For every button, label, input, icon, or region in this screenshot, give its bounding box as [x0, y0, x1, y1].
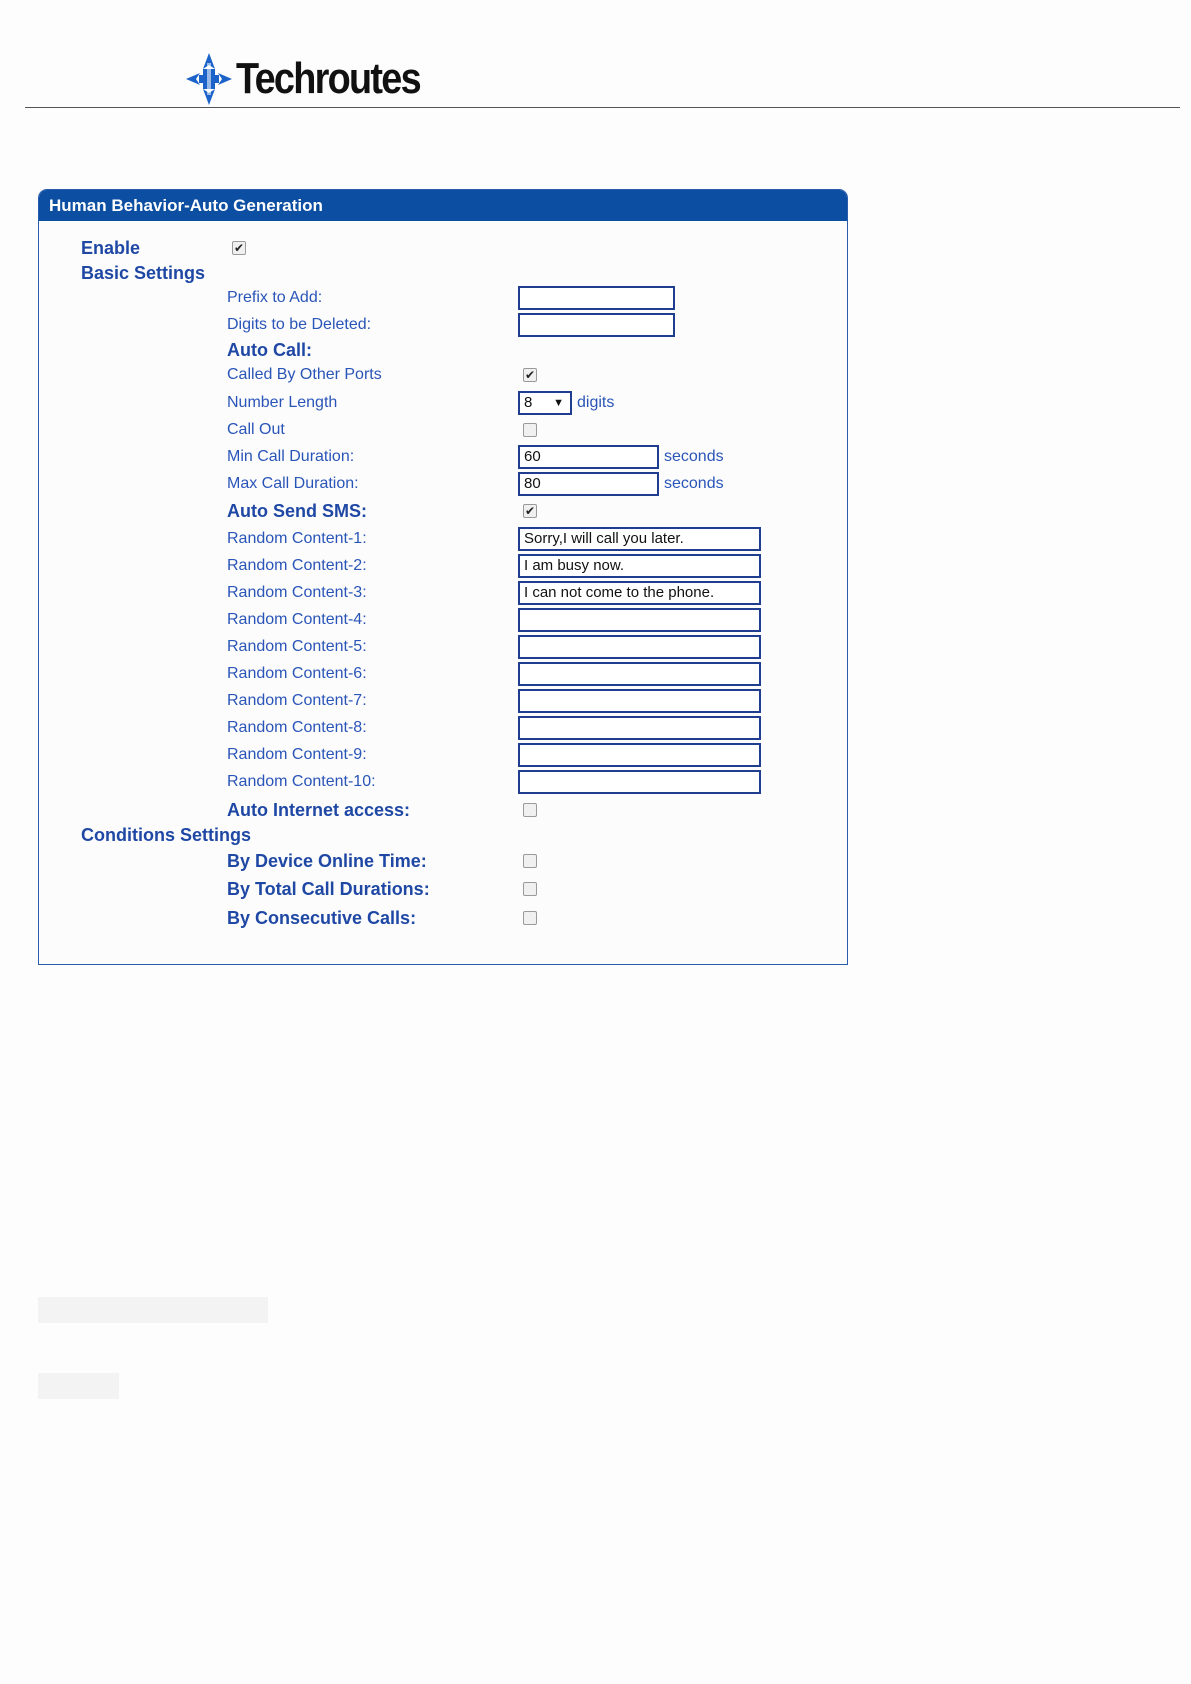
max-call-duration-row — [39, 471, 847, 497]
check-icon: ✔ — [524, 504, 536, 518]
conditions-settings-row — [39, 822, 847, 848]
min-call-duration-row — [39, 444, 847, 470]
min-call-duration-unit: seconds — [664, 448, 724, 465]
max-call-duration-input[interactable]: 80 — [518, 472, 659, 496]
random-content-label: Random Content-6: — [227, 665, 367, 682]
by-consecutive-calls-checkbox[interactable] — [523, 911, 537, 925]
random-content-row — [39, 769, 847, 795]
random-content-label: Random Content-8: — [227, 719, 367, 736]
blank-placeholder-block — [38, 1373, 119, 1399]
by-device-online-time-row — [39, 848, 847, 874]
random-content-row — [39, 634, 847, 660]
blank-placeholder-block — [38, 1297, 268, 1323]
random-content-row — [39, 715, 847, 741]
random-content-row — [39, 607, 847, 633]
prefix-to-add-input[interactable] — [518, 286, 675, 310]
auto-internet-access-label: Auto Internet access: — [227, 800, 411, 820]
number-length-label: Number Length — [227, 394, 338, 411]
auto-call-row — [39, 337, 847, 363]
random-content-input[interactable] — [518, 635, 761, 659]
check-icon: ✔ — [524, 368, 536, 382]
by-total-call-durations-row — [39, 876, 847, 902]
auto-send-sms-row — [39, 498, 847, 524]
random-content-label: Random Content-1: — [227, 530, 367, 547]
number-length-unit: digits — [577, 394, 615, 411]
random-content-input[interactable]: I can not come to the phone. — [518, 581, 761, 605]
random-content-label: Random Content-10: — [227, 773, 376, 790]
by-consecutive-calls-label: By Consecutive Calls: — [227, 908, 417, 928]
called-by-other-ports-checkbox[interactable] — [523, 368, 537, 382]
header-divider — [25, 107, 1180, 108]
random-content-row — [39, 580, 847, 606]
by-device-online-time-checkbox[interactable] — [523, 854, 537, 868]
min-call-duration-label: Min Call Duration: — [227, 448, 355, 465]
panel-title: Human Behavior-Auto Generation — [39, 190, 847, 221]
basic-settings-heading: Basic Settings — [81, 263, 206, 283]
max-call-duration-unit: seconds — [664, 475, 724, 492]
random-content-label: Random Content-7: — [227, 692, 367, 709]
enable-label: Enable — [81, 238, 141, 258]
random-content-row — [39, 688, 847, 714]
logo-wordmark: Techroutes — [236, 54, 420, 103]
auto-internet-access-row — [39, 797, 847, 823]
call-out-row — [39, 417, 847, 443]
random-content-row — [39, 661, 847, 687]
random-content-input[interactable] — [518, 608, 761, 632]
auto-send-sms-label: Auto Send SMS: — [227, 501, 367, 521]
random-content-input[interactable]: I am busy now. — [518, 554, 761, 578]
by-total-call-durations-label: By Total Call Durations: — [227, 879, 430, 899]
human-behavior-panel — [38, 189, 848, 965]
random-content-input[interactable] — [518, 716, 761, 740]
random-content-input[interactable] — [518, 689, 761, 713]
prefix-to-add-label: Prefix to Add: — [227, 289, 323, 306]
prefix-row — [39, 285, 847, 311]
by-total-call-durations-checkbox[interactable] — [523, 882, 537, 896]
call-out-checkbox[interactable] — [523, 423, 537, 437]
random-content-row — [39, 742, 847, 768]
random-content-input[interactable] — [518, 662, 761, 686]
basic-settings-row — [39, 260, 847, 286]
digits-deleted-row — [39, 312, 847, 338]
random-content-label: Random Content-9: — [227, 746, 367, 763]
random-content-input[interactable]: Sorry,I will call you later. — [518, 527, 761, 551]
random-content-label: Random Content-5: — [227, 638, 367, 655]
random-content-input[interactable] — [518, 770, 761, 794]
random-content-row — [39, 553, 847, 579]
conditions-settings-heading: Conditions Settings — [81, 825, 251, 845]
max-call-duration-label: Max Call Duration: — [227, 475, 359, 492]
random-content-label: Random Content-3: — [227, 584, 367, 601]
min-call-duration-input[interactable]: 60 — [518, 445, 659, 469]
enable-checkbox[interactable] — [232, 241, 246, 255]
number-length-select[interactable] — [518, 391, 572, 415]
auto-internet-access-checkbox[interactable] — [523, 803, 537, 817]
called-by-other-ports-label: Called By Other Ports — [227, 366, 382, 383]
compass-cross-icon — [186, 53, 232, 105]
called-by-other-ports-row — [39, 362, 847, 388]
random-content-label: Random Content-2: — [227, 557, 367, 574]
call-out-label: Call Out — [227, 421, 285, 438]
number-length-value: 8 — [524, 394, 533, 411]
auto-call-heading: Auto Call: — [227, 340, 312, 360]
check-icon: ✔ — [233, 241, 245, 255]
random-content-label: Random Content-4: — [227, 611, 367, 628]
triangle-down-icon: ▼ — [553, 397, 564, 409]
digits-to-be-deleted-label: Digits to be Deleted: — [227, 316, 372, 333]
by-device-online-time-label: By Device Online Time: — [227, 851, 427, 871]
digits-to-be-deleted-input[interactable] — [518, 313, 675, 337]
techroutes-logo — [186, 52, 450, 106]
enable-row — [39, 235, 847, 261]
by-consecutive-calls-row — [39, 905, 847, 931]
random-content-row — [39, 526, 847, 552]
number-length-row — [39, 390, 847, 416]
random-content-input[interactable] — [518, 743, 761, 767]
auto-send-sms-checkbox[interactable] — [523, 504, 537, 518]
